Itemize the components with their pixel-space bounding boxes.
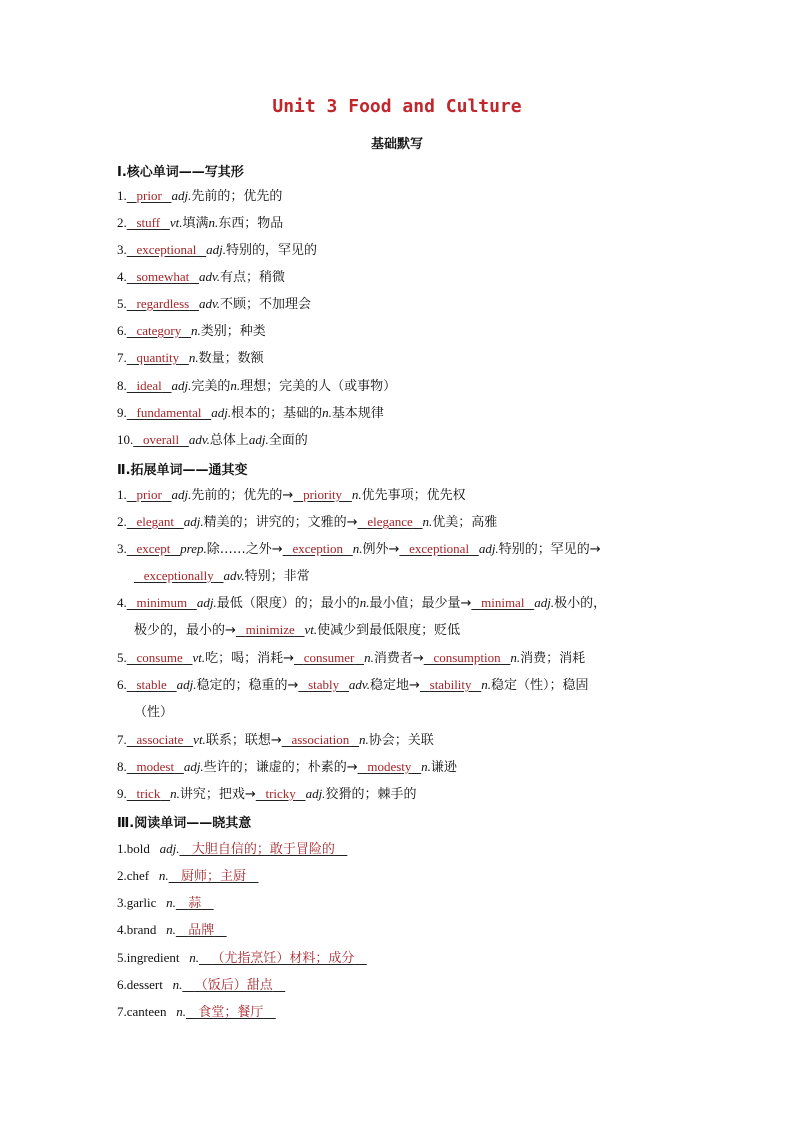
answer-blank: minimum xyxy=(136,595,188,610)
answer-blank: modest xyxy=(136,759,175,774)
section2-heading: Ⅱ.拓展单词——通其变 xyxy=(117,463,248,478)
list-item: 6. stable adj.稳定的；稳重的→ stably adv.稳定地→ stability n.稳定（性）；稳固 xyxy=(117,677,589,693)
answer-blank: stability xyxy=(429,677,472,692)
answer-blank: 食堂；餐厅 xyxy=(198,1005,264,1020)
list-item: 9. trick n.讲究；把戏→ tricky adj.狡猾的；棘手的 xyxy=(117,786,417,802)
answer-blank: priority xyxy=(303,487,343,502)
list-item: 6.dessert n. （饭后）甜点 xyxy=(117,976,285,995)
answer-blank: association xyxy=(291,732,350,747)
answer-blank: regardless xyxy=(136,296,190,311)
list-item: 5. regardless adv.不顾；不加理会 xyxy=(117,296,312,312)
answer-blank: 厨师；主厨 xyxy=(181,869,247,884)
answer-blank: 大胆自信的；敢于冒险的 xyxy=(191,842,335,857)
answer-blank: consume xyxy=(136,650,183,665)
list-item: 3. except prep.除……之外→ exception n.例外→ exceptional adj.特别的；罕见的→ xyxy=(117,541,601,557)
list-item: 7. quantity n.数量；数额 xyxy=(117,350,264,366)
list-item: 7.canteen n. 食堂；餐厅 xyxy=(117,1003,276,1022)
section1-heading: Ⅰ.核心单词——写其形 xyxy=(117,165,244,180)
list-item: 1. prior adj.先前的；优先的 xyxy=(117,188,283,204)
answer-blank: 品牌 xyxy=(188,923,215,938)
answer-blank: modesty xyxy=(367,759,412,774)
list-item: 9. fundamental adj.根本的；基础的n.基本规律 xyxy=(117,405,384,421)
list-item: 3. exceptional adj.特别的，罕见的 xyxy=(117,242,318,258)
list-item: 1. prior adj.先前的；优先的→ priority n.优先事项；优先权 xyxy=(117,487,466,503)
list-item: 3.garlic n. 蒜 xyxy=(117,894,214,913)
page-subtitle: 基础默写 xyxy=(370,137,423,152)
answer-blank: trick xyxy=(136,786,161,801)
list-item-continuation: （性） xyxy=(134,705,174,720)
list-item: 8. ideal adj.完美的n.理想；完美的人（或事物） xyxy=(117,378,397,394)
answer-blank: elegance xyxy=(367,514,413,529)
list-item: 5.ingredient n. （尤指烹饪）材料；成分 xyxy=(117,949,367,968)
answer-blank: category xyxy=(136,323,182,338)
list-item: 4. minimum adj.最低（限度）的；最小的n.最小值；最少量→ minimal adj.极小的， xyxy=(117,595,607,611)
list-item: 4. somewhat adv.有点；稍微 xyxy=(117,269,286,285)
answer-blank: prior xyxy=(136,487,162,502)
answer-blank: 蒜 xyxy=(188,896,202,911)
answer-blank: （尤指烹饪）材料；成分 xyxy=(211,951,355,966)
answer-blank: exception xyxy=(292,541,343,556)
answer-blank: minimal xyxy=(481,595,525,610)
answer-blank: associate xyxy=(136,732,184,747)
list-item: 1.bold adj. 大胆自信的；敢于冒险的 xyxy=(117,840,347,859)
list-item: 8. modest adj.些许的；谦虚的；朴素的→ modesty n.谦逊 xyxy=(117,759,457,775)
answer-blank: overall xyxy=(143,432,180,447)
list-item-continuation: exceptionally adv.特别；非常 xyxy=(134,567,310,586)
answer-blank: ideal xyxy=(136,378,162,393)
answer-blank: stuff xyxy=(136,215,161,230)
section3-heading: Ⅲ.阅读单词——晓其意 xyxy=(117,816,252,831)
answer-blank: elegant xyxy=(136,514,175,529)
list-item: 10. overall adv.总体上adj.全面的 xyxy=(117,432,308,448)
list-item: 6. category n.类别；种类 xyxy=(117,323,266,339)
page-title: Unit 3 Food and Culture xyxy=(272,96,522,117)
list-item: 2. elegant adj.精美的；讲究的；文雅的→ elegance n.优美；高雅 xyxy=(117,514,498,530)
answer-blank: quantity xyxy=(136,350,180,365)
list-item: 4.brand n. 品牌 xyxy=(117,921,227,940)
answer-blank: prior xyxy=(136,188,162,203)
answer-blank: exceptional xyxy=(409,541,470,556)
list-item-continuation: 极少的，最小的→ minimize vt.使减少到最低限度；贬低 xyxy=(134,622,461,638)
answer-blank: somewhat xyxy=(136,269,190,284)
list-item: 2.chef n. 厨师；主厨 xyxy=(117,867,258,886)
answer-blank: minimize xyxy=(245,622,295,637)
list-item: 2. stuff vt.填满n.东西；物品 xyxy=(117,215,284,231)
answer-blank: （饭后）甜点 xyxy=(194,978,273,993)
answer-blank: consumer xyxy=(303,650,355,665)
answer-blank: consumption xyxy=(433,650,501,665)
answer-blank: exceptional xyxy=(136,242,197,257)
answer-blank: exceptionally xyxy=(143,568,214,583)
answer-blank: stable xyxy=(136,677,167,692)
answer-blank: stably xyxy=(308,677,340,692)
answer-blank: fundamental xyxy=(136,405,202,420)
answer-blank: tricky xyxy=(265,786,296,801)
list-item: 7. associate vt.联系；联想→ association n.协会；关联 xyxy=(117,732,434,748)
list-item: 5. consume vt.吃；喝；消耗→ consumer n.消费者→ consumption n.消费；消耗 xyxy=(117,650,586,666)
answer-blank: except xyxy=(136,541,171,556)
